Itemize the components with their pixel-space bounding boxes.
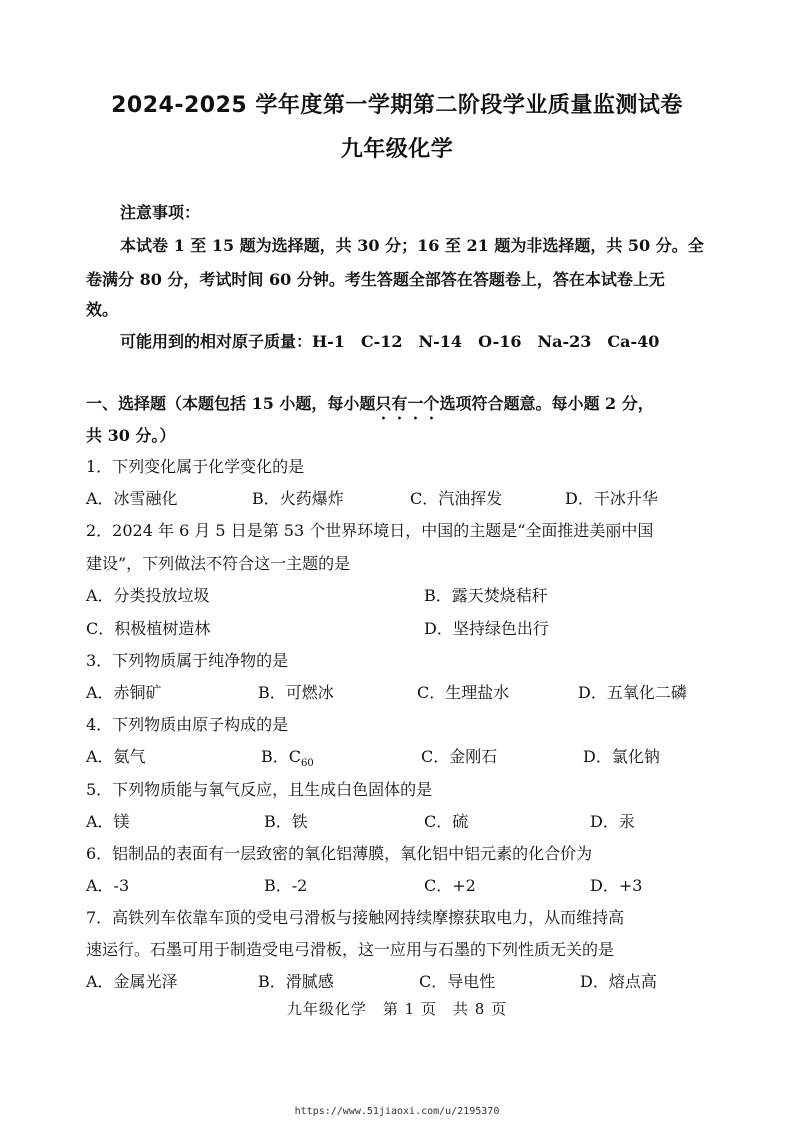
question-4-option-c: C．金刚石 xyxy=(421,747,498,766)
watermark-url[interactable]: https://www.51jiaoxi.com/u/2195370 xyxy=(294,1106,500,1117)
question-6-stem: 6．铝制品的表面有一层致密的氧化铝薄膜，氧化铝中铝元素的化合价为 xyxy=(86,844,593,863)
page-footer: 九年级化学 第 1 页 共 8 页 xyxy=(286,1000,508,1018)
question-1-option-b: B．火药爆炸 xyxy=(252,489,344,508)
question-4-option-b-subscript: 60 xyxy=(301,758,314,770)
question-5-option-c: C．硫 xyxy=(424,812,469,831)
question-5-stem: 5．下列物质能与氧气反应，且生成白色固体的是 xyxy=(86,780,433,799)
exam-subtitle: 九年级化学 xyxy=(340,137,454,162)
question-1-option-d: D．干冰升华 xyxy=(565,489,658,508)
question-2-option-b: B．露天焚烧秸秆 xyxy=(424,586,548,605)
question-7-option-a: A．金属光泽 xyxy=(86,972,178,991)
question-2-option-a: A．分类投放垃圾 xyxy=(86,586,210,605)
question-7-stem: 7．高铁列车依靠车顶的受电弓滑板与接触网持续摩擦获取电力，从而维持高 xyxy=(86,908,625,927)
question-3-stem: 3．下列物质属于纯净物的是 xyxy=(86,651,289,670)
question-1-option-c: C．汽油挥发 xyxy=(410,489,503,508)
question-4-option-a: A．氨气 xyxy=(86,747,146,766)
atomic-masses: 可能用到的相对原子质量：H-1 C-12 N-14 O-16 Na-23 Ca-40 xyxy=(120,332,660,351)
question-7-option-c: C．导电性 xyxy=(419,972,496,991)
notice-heading: 注意事项： xyxy=(120,203,201,222)
notice-line-1: 本试卷 1 至 15 题为选择题，共 30 分；16 至 21 题为非选择题，共 50 分。全 xyxy=(120,236,704,255)
exam-title: 2024-2025 学年度第一学期第二阶段学业质量监测试卷 xyxy=(111,93,683,118)
notice-line-2: 卷满分 80 分，考试时间 60 分钟。考生答题全部答在答题卷上，答在本试卷上无 xyxy=(86,270,665,289)
question-3-option-b: B．可燃冰 xyxy=(258,683,334,702)
section-heading-emphasis: 只有一个 xyxy=(375,394,440,413)
question-6-option-a: A．-3 xyxy=(86,876,130,895)
question-1-option-a: A．冰雪融化 xyxy=(86,489,178,508)
question-1-stem: 1．下列变化属于化学变化的是 xyxy=(86,457,305,476)
section-heading xyxy=(86,394,706,423)
question-6-option-b: B．-2 xyxy=(264,876,308,895)
question-4-option-b-text: B．C xyxy=(261,747,302,766)
section-heading-part-2: 选项符合题意。每小题 2 分， xyxy=(439,394,654,413)
question-3-option-c: C．生理盐水 xyxy=(417,683,510,702)
notice-line-3: 效。 xyxy=(86,300,119,319)
question-5-option-d: D．汞 xyxy=(590,812,635,831)
question-7-stem-line-2: 速运行。石墨可用于制造受电弓滑板，这一应用与石墨的下列性质无关的是 xyxy=(86,940,615,959)
question-2-stem: 2．2024 年 6 月 5 日是第 53 个世界环境日，中国的主题是“全面推进美丽中国 xyxy=(86,521,654,540)
question-5-option-a: A．镁 xyxy=(86,812,130,831)
question-4-stem: 4．下列物质由原子构成的是 xyxy=(86,715,289,734)
question-7-option-d: D．熔点高 xyxy=(580,972,657,991)
section-heading-line-2: 共 30 分。） xyxy=(86,426,176,445)
question-2-option-d: D．坚持绿色出行 xyxy=(424,619,549,638)
question-3-option-a: A．赤铜矿 xyxy=(86,683,162,702)
section-heading-part-1: 一、选择题（本题包括 15 小题，每小题 xyxy=(86,394,376,413)
question-3-option-d: D．五氧化二磷 xyxy=(578,683,687,702)
question-6-option-d: D．+3 xyxy=(590,876,643,895)
question-4-option-d: D．氯化钠 xyxy=(583,747,660,766)
question-6-option-c: C．+2 xyxy=(424,876,476,895)
question-2-option-c: C．积极植树造林 xyxy=(86,619,211,638)
question-5-option-b: B．铁 xyxy=(264,812,308,831)
question-7-option-b: B．滑腻感 xyxy=(258,972,334,991)
question-2-stem-line-2: 建设”，下列做法不符合这一主题的是 xyxy=(86,554,351,573)
question-4-option-b xyxy=(261,747,314,774)
